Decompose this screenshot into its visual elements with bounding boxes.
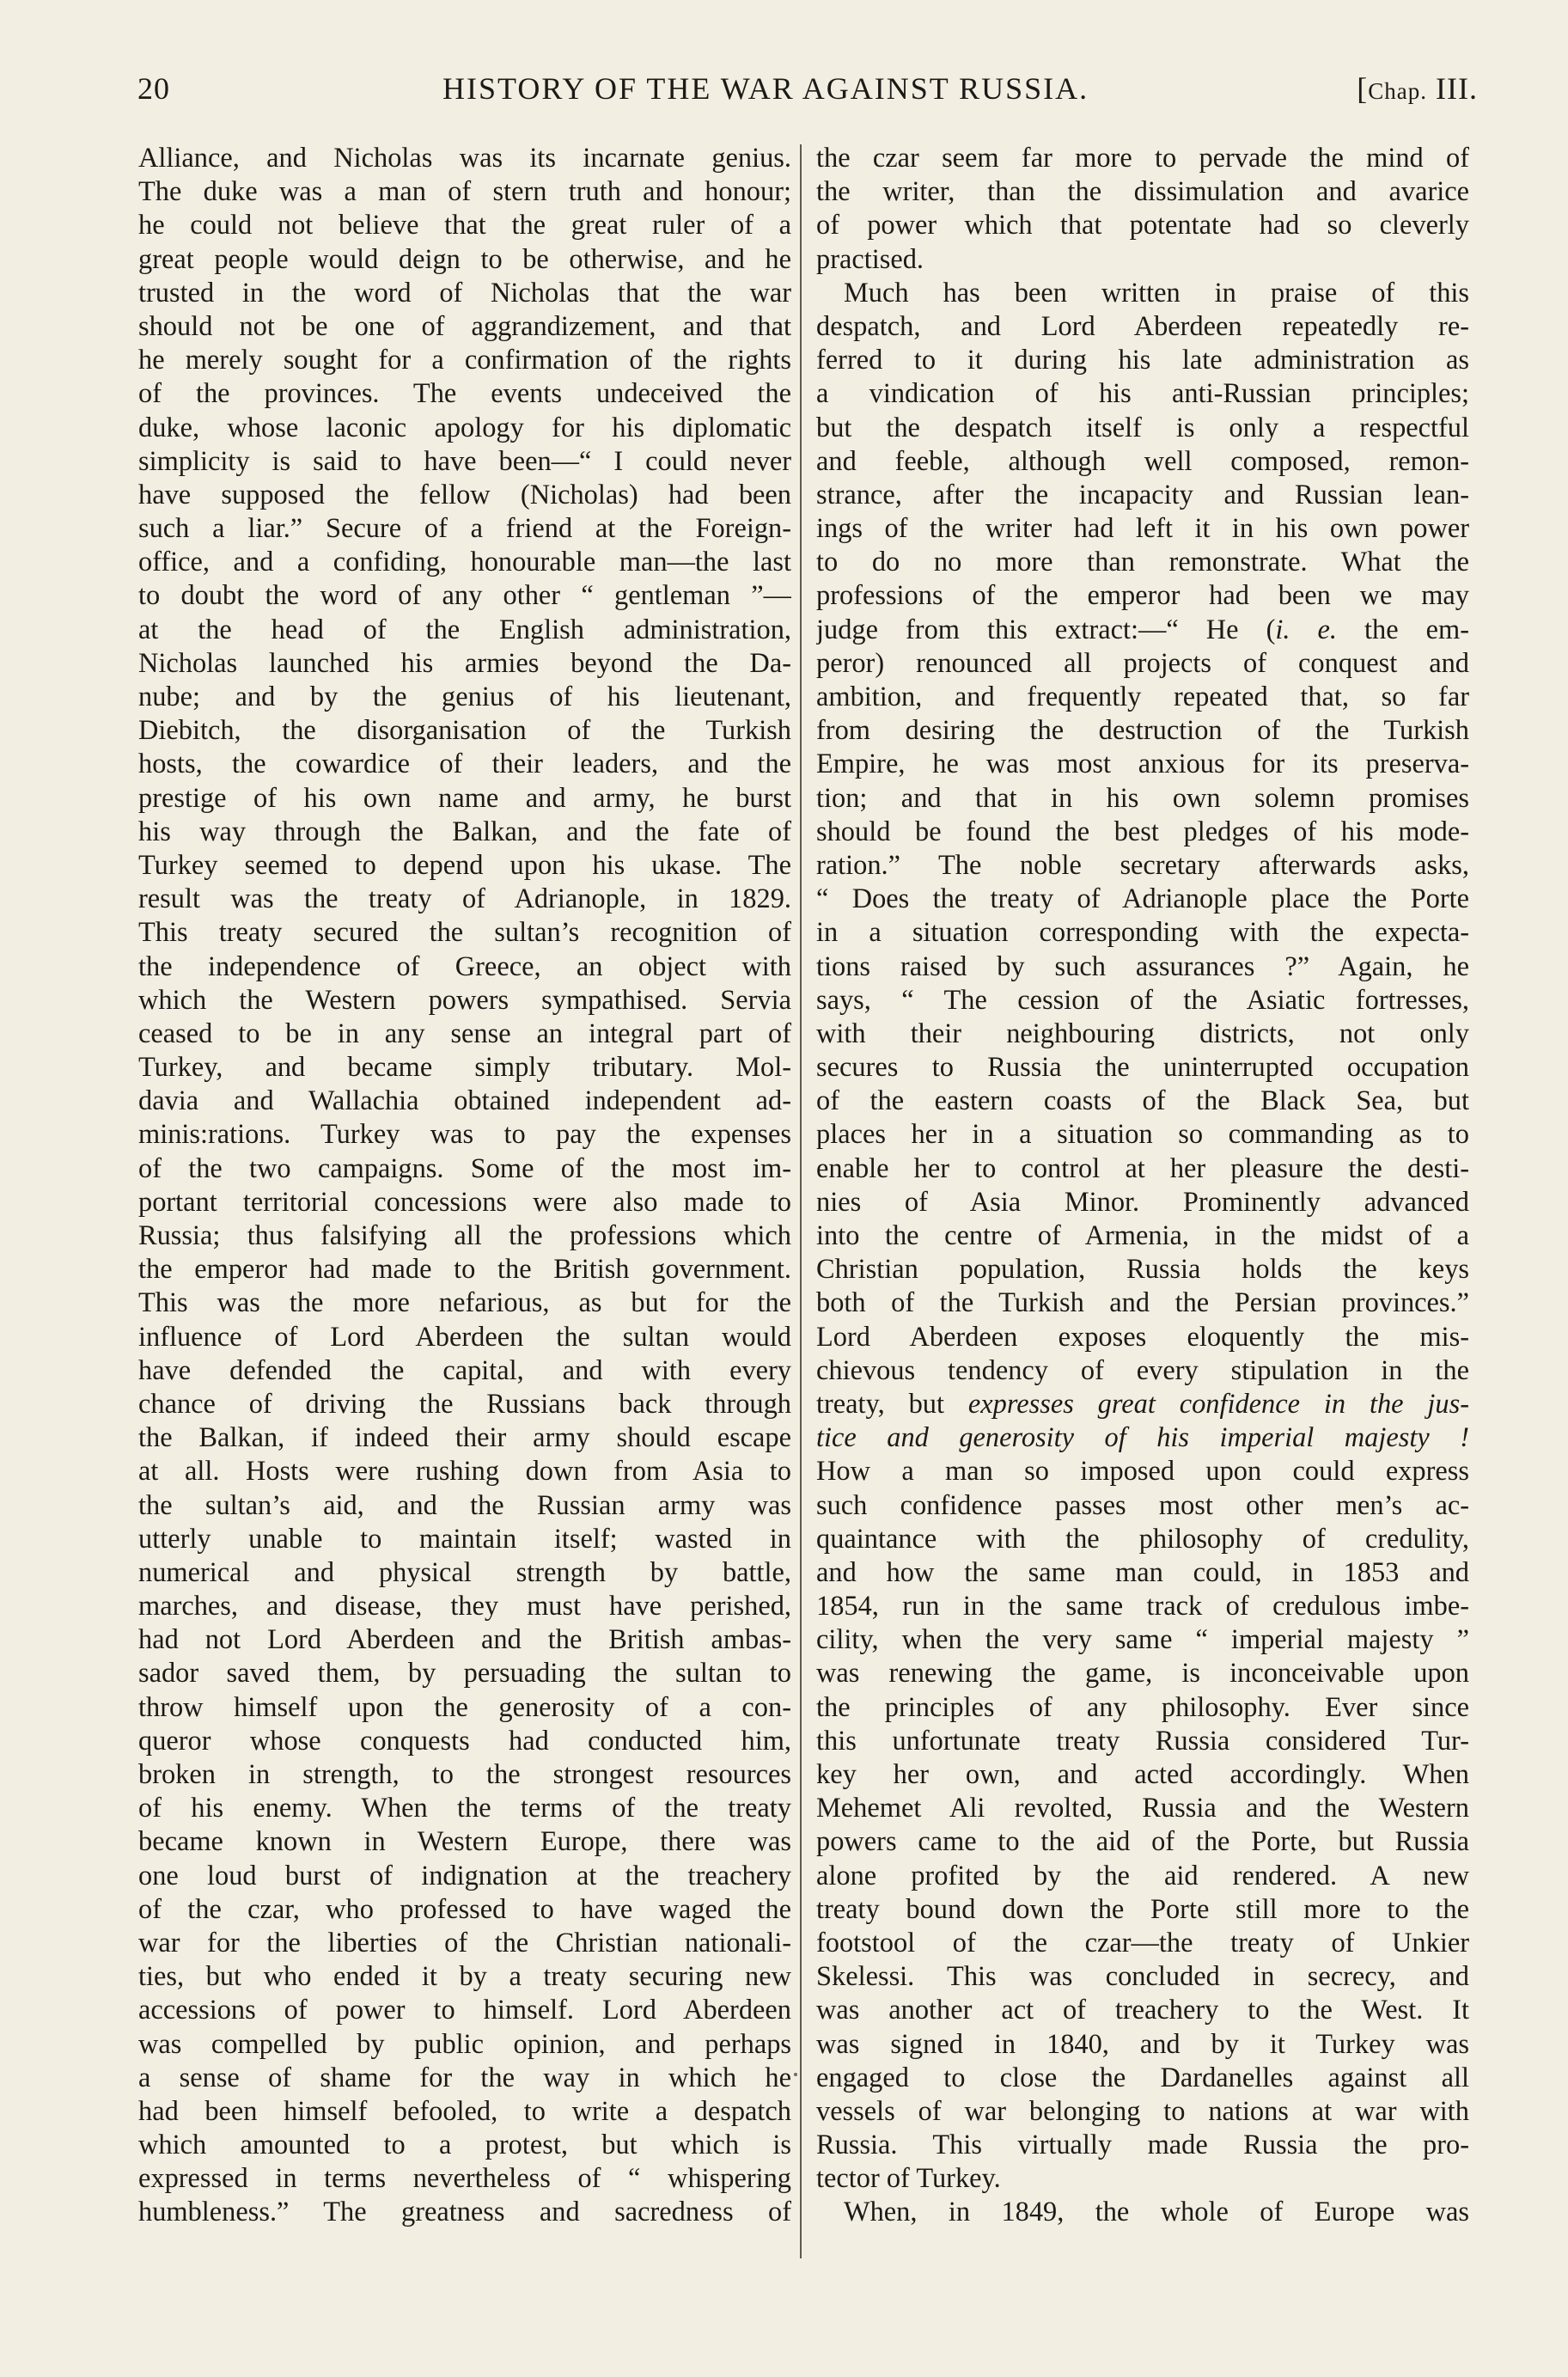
text-line: utterly unable to maintain itself; wasted in [138, 1523, 791, 1555]
text-line: numerical and physical strength by battle, [138, 1556, 791, 1588]
running-title: HISTORY OF THE WAR AGAINST RUSSIA. [442, 71, 1089, 106]
text-line: Nicholas launched his armies beyond the Da- [138, 647, 791, 679]
text-line: This was the more nefarious, as but for the [138, 1287, 791, 1319]
text-line: of the two campaigns. Some of the most im- [138, 1152, 791, 1184]
text-line: result was the treaty of Adrianople, in 1829. [138, 883, 791, 915]
text-line: a sense of shame for the way in which he [138, 2062, 791, 2093]
paragraph-continuation [816, 142, 1469, 277]
text-line: ambition, and frequently repeated that, so far [816, 681, 1469, 712]
text-line: one loud burst of indignation at the treachery [138, 1860, 791, 1891]
running-header [137, 70, 1478, 115]
line-emphasis-2: tice and generosity of his imperial majesty ! [816, 1422, 1469, 1454]
text-line: a vindication of his anti-Russian principles; [816, 378, 1469, 410]
text-line: of his enemy. When the terms of the treaty [138, 1793, 791, 1824]
text-line: 1854, run in the same track of credulous imbe- [816, 1591, 1469, 1622]
text-line: Alliance, and Nicholas was its incarnate genius. [138, 143, 791, 174]
text-line: nube; and by the genius of his lieutenant, [138, 681, 791, 712]
text-line: tector of Turkey. [816, 2163, 1001, 2195]
left-column [138, 142, 791, 2290]
text-line: portant territorial concessions were also made to [138, 1186, 791, 1218]
text-line: the Balkan, if indeed their army should escape [138, 1422, 791, 1454]
text-line: ties, but who ended it by a treaty securing new [138, 1961, 791, 1993]
text-line: and how the same man could, in 1853 and [816, 1556, 1469, 1588]
line-extract: judge from this extract:—“ He (i. e. the em- [816, 614, 1469, 645]
text-line: minis:rations. Turkey was to pay the expenses [138, 1119, 791, 1151]
text-line: prestige of his own name and army, he burst [138, 782, 791, 814]
text-line: influence of Lord Aberdeen the sultan would [138, 1321, 791, 1353]
text-line: Russia. This virtually made Russia the pro- [816, 2130, 1469, 2161]
text-line: of the czar, who professed to have waged the [138, 1893, 791, 1925]
chapter-bracket: [ [1357, 71, 1369, 106]
text-line: have defended the capital, and with every [138, 1354, 791, 1386]
text-line: should be found the best pledges of his mode- [816, 816, 1469, 847]
line-emphasis-1: treaty, but expresses great confidence in the jus- [816, 1388, 1469, 1420]
text-line: davia and Wallachia obtained independent ad- [138, 1085, 791, 1117]
text-line: Turkey seemed to depend upon his ukase. The [138, 849, 791, 881]
text-line: alone profited by the aid rendered. A new [816, 1860, 1469, 1891]
text-line: Christian population, Russia holds the keys [816, 1254, 1469, 1286]
text-line: war for the liberties of the Christian nationali- [138, 1927, 791, 1958]
text-line: he merely sought for a confirmation of the rights [138, 345, 791, 376]
text-line: but the despatch itself is only a respectful [816, 412, 1469, 443]
text-line: ings of the writer had left it in his own power [816, 513, 1469, 545]
paragraph-despatch [816, 277, 1469, 2197]
text-line: ration.” The noble secretary afterwards asks, [816, 849, 1469, 881]
text-line: was renewing the game, is inconceivable upon [816, 1658, 1469, 1690]
page-number: 20 [137, 71, 170, 106]
text-line: which amounted to a protest, but which is [138, 2130, 791, 2161]
text-line: strance, after the incapacity and Russian lean- [816, 479, 1469, 510]
text-line: of the eastern coasts of the Black Sea, but [816, 1085, 1469, 1117]
text-line: this unfortunate treaty Russia considered Tur- [816, 1725, 1469, 1757]
text-line: into the centre of Armenia, in the midst of a [816, 1220, 1469, 1251]
text-line: which the Western powers sympathised. Servia [138, 984, 791, 1016]
text-line: sador saved them, by persuading the sultan to [138, 1658, 791, 1690]
chapter-reference [1357, 70, 1478, 107]
text-line: says, “ The cession of the Asiatic fortresses, [816, 984, 1469, 1016]
text-line: treaty bound down the Porte still more to the [816, 1893, 1469, 1925]
text-line: broken in strength, to the strongest resources [138, 1759, 791, 1790]
text-line: engaged to close the Dardanelles against all [816, 2062, 1469, 2093]
text-line: such a liar.” Secure of a friend at the Foreign- [138, 513, 791, 545]
text-line: marches, and disease, they must have perished, [138, 1591, 791, 1622]
text-line: expressed in terms nevertheless of “ whispering [138, 2163, 791, 2195]
text-line: duke, whose laconic apology for his diplomatic [138, 412, 791, 443]
text-line: key her own, and acted accordingly. When [816, 1759, 1469, 1790]
text-line: to do no more than remonstrate. What the [816, 547, 1469, 578]
text-line: the writer, than the dissimulation and avarice [816, 176, 1469, 208]
text-line: professions of the emperor had been we may [816, 580, 1469, 612]
column-divider [800, 144, 802, 2258]
text-line: practised. [816, 243, 924, 275]
text-line: trusted in the word of Nicholas that the war [138, 277, 791, 309]
text-line: the principles of any philosophy. Ever since [816, 1691, 1469, 1723]
text-line: in a situation corresponding with the expecta- [816, 917, 1469, 949]
text-line: with their neighbouring districts, not only [816, 1017, 1469, 1049]
text-line: ceased to be in any sense an integral part of [138, 1017, 791, 1049]
text-line: of the provinces. The events undeceived the [138, 378, 791, 410]
text-line: great people would deign to be otherwise, and he [138, 243, 791, 275]
text-line: the independence of Greece, an object with [138, 950, 791, 982]
text-line: at the head of the English administration, [138, 614, 791, 645]
text-line: nies of Asia Minor. Prominently advanced [816, 1186, 1469, 1218]
text-line: Much has been written in praise of this [844, 277, 1469, 309]
text-line: was compelled by public opinion, and perhaps [138, 2028, 791, 2060]
text-line: Diebitch, the disorganisation of the Turkish [138, 715, 791, 747]
text-line: This treaty secured the sultan’s recognition of [138, 917, 791, 949]
text-line: quaintance with the philosophy of credulity, [816, 1523, 1469, 1555]
text-line: he could not believe that the great ruler of a [138, 210, 791, 241]
paragraph-1849 [816, 2196, 1469, 2229]
chapter-label: Chap. [1368, 78, 1428, 104]
text-line: and feeble, although well composed, remon- [816, 445, 1469, 477]
text-line: enable her to control at her pleasure the desti- [816, 1152, 1469, 1184]
chapter-number: III. [1436, 71, 1478, 106]
text-line: his way through the Balkan, and the fate of [138, 816, 791, 847]
text-line: Lord Aberdeen exposes eloquently the mis- [816, 1321, 1469, 1353]
text-line: accessions of power to himself. Lord Aberdeen [138, 1995, 791, 2026]
text-line: despatch, and Lord Aberdeen repeatedly re- [816, 310, 1469, 342]
text-line: Turkey, and became simply tributary. Mol- [138, 1052, 791, 1084]
text-line: places her in a situation so commanding as to [816, 1119, 1469, 1151]
text-line: cility, when the very same “ imperial majesty ” [816, 1624, 1469, 1656]
text-line: chievous tendency of every stipulation in the [816, 1354, 1469, 1386]
text-line: peror) renounced all projects of conquest and [816, 647, 1469, 679]
text-line: simplicity is said to have been—“ I could never [138, 445, 791, 477]
text-line: vessels of war belonging to nations at war with [816, 2095, 1469, 2127]
text-line: office, and a confiding, honourable man—the last [138, 547, 791, 578]
text-line: humbleness.” The greatness and sacredness of [138, 2197, 791, 2228]
text-line: the czar seem far more to pervade the mind of [816, 143, 1469, 174]
text-line: hosts, the cowardice of their leaders, and the [138, 749, 791, 780]
text-line: was signed in 1840, and by it Turkey was [816, 2028, 1469, 2060]
text-line: to doubt the word of any other “ gentleman ”— [138, 580, 791, 612]
paper-speck [794, 2073, 797, 2076]
text-line: Mehemet Ali revolted, Russia and the Western [816, 1793, 1469, 1824]
text-line: Russia; thus falsifying all the professions which [138, 1220, 791, 1251]
text-line: chance of driving the Russians back through [138, 1388, 791, 1420]
text-line: from desiring the destruction of the Turkish [816, 715, 1469, 747]
text-line: have supposed the fellow (Nicholas) had been [138, 479, 791, 510]
text-line: secures to Russia the uninterrupted occupation [816, 1052, 1469, 1084]
text-line: at all. Hosts were rushing down from Asia to [138, 1456, 791, 1488]
text-line: powers came to the aid of the Porte, but Russia [816, 1826, 1469, 1858]
text-line: the sultan’s aid, and the Russian army was [138, 1489, 791, 1521]
text-line: the emperor had made to the British government. [138, 1254, 791, 1286]
text-line: throw himself upon the generosity of a con- [138, 1691, 791, 1723]
text-line: both of the Turkish and the Persian provinces.” [816, 1287, 1469, 1319]
paragraph-continued [138, 142, 791, 2230]
text-line: Skelessi. This was concluded in secrecy, and [816, 1961, 1469, 1993]
text-line: had not Lord Aberdeen and the British ambas- [138, 1624, 791, 1656]
text-line: ferred to it during his late administration as [816, 345, 1469, 376]
text-line: “ Does the treaty of Adrianople place the Porte [816, 883, 1469, 915]
text-line: The duke was a man of stern truth and honour; [138, 176, 791, 208]
text-line: queror whose conquests had conducted him, [138, 1725, 791, 1757]
text-line: of power which that potentate had so cleverly [816, 210, 1469, 241]
text-line: such confidence passes most other men’s ac- [816, 1489, 1469, 1521]
text-line: became known in Western Europe, there was [138, 1826, 791, 1858]
text-line: tion; and that in his own solemn promises [816, 782, 1469, 814]
right-column [816, 142, 1469, 2290]
text-line: tions raised by such assurances ?” Again, he [816, 950, 1469, 982]
text-line: Empire, he was most anxious for its preserva- [816, 749, 1469, 780]
text-line: had been himself befooled, to write a despatch [138, 2095, 791, 2127]
text-line: How a man so imposed upon could express [816, 1456, 1469, 1488]
text-line: was another act of treachery to the West. It [816, 1995, 1469, 2026]
text-line: should not be one of aggrandizement, and that [138, 310, 791, 342]
text-line: footstool of the czar—the treaty of Unkier [816, 1927, 1469, 1958]
text-line: When, in 1849, the whole of Europe was [844, 2197, 1469, 2228]
